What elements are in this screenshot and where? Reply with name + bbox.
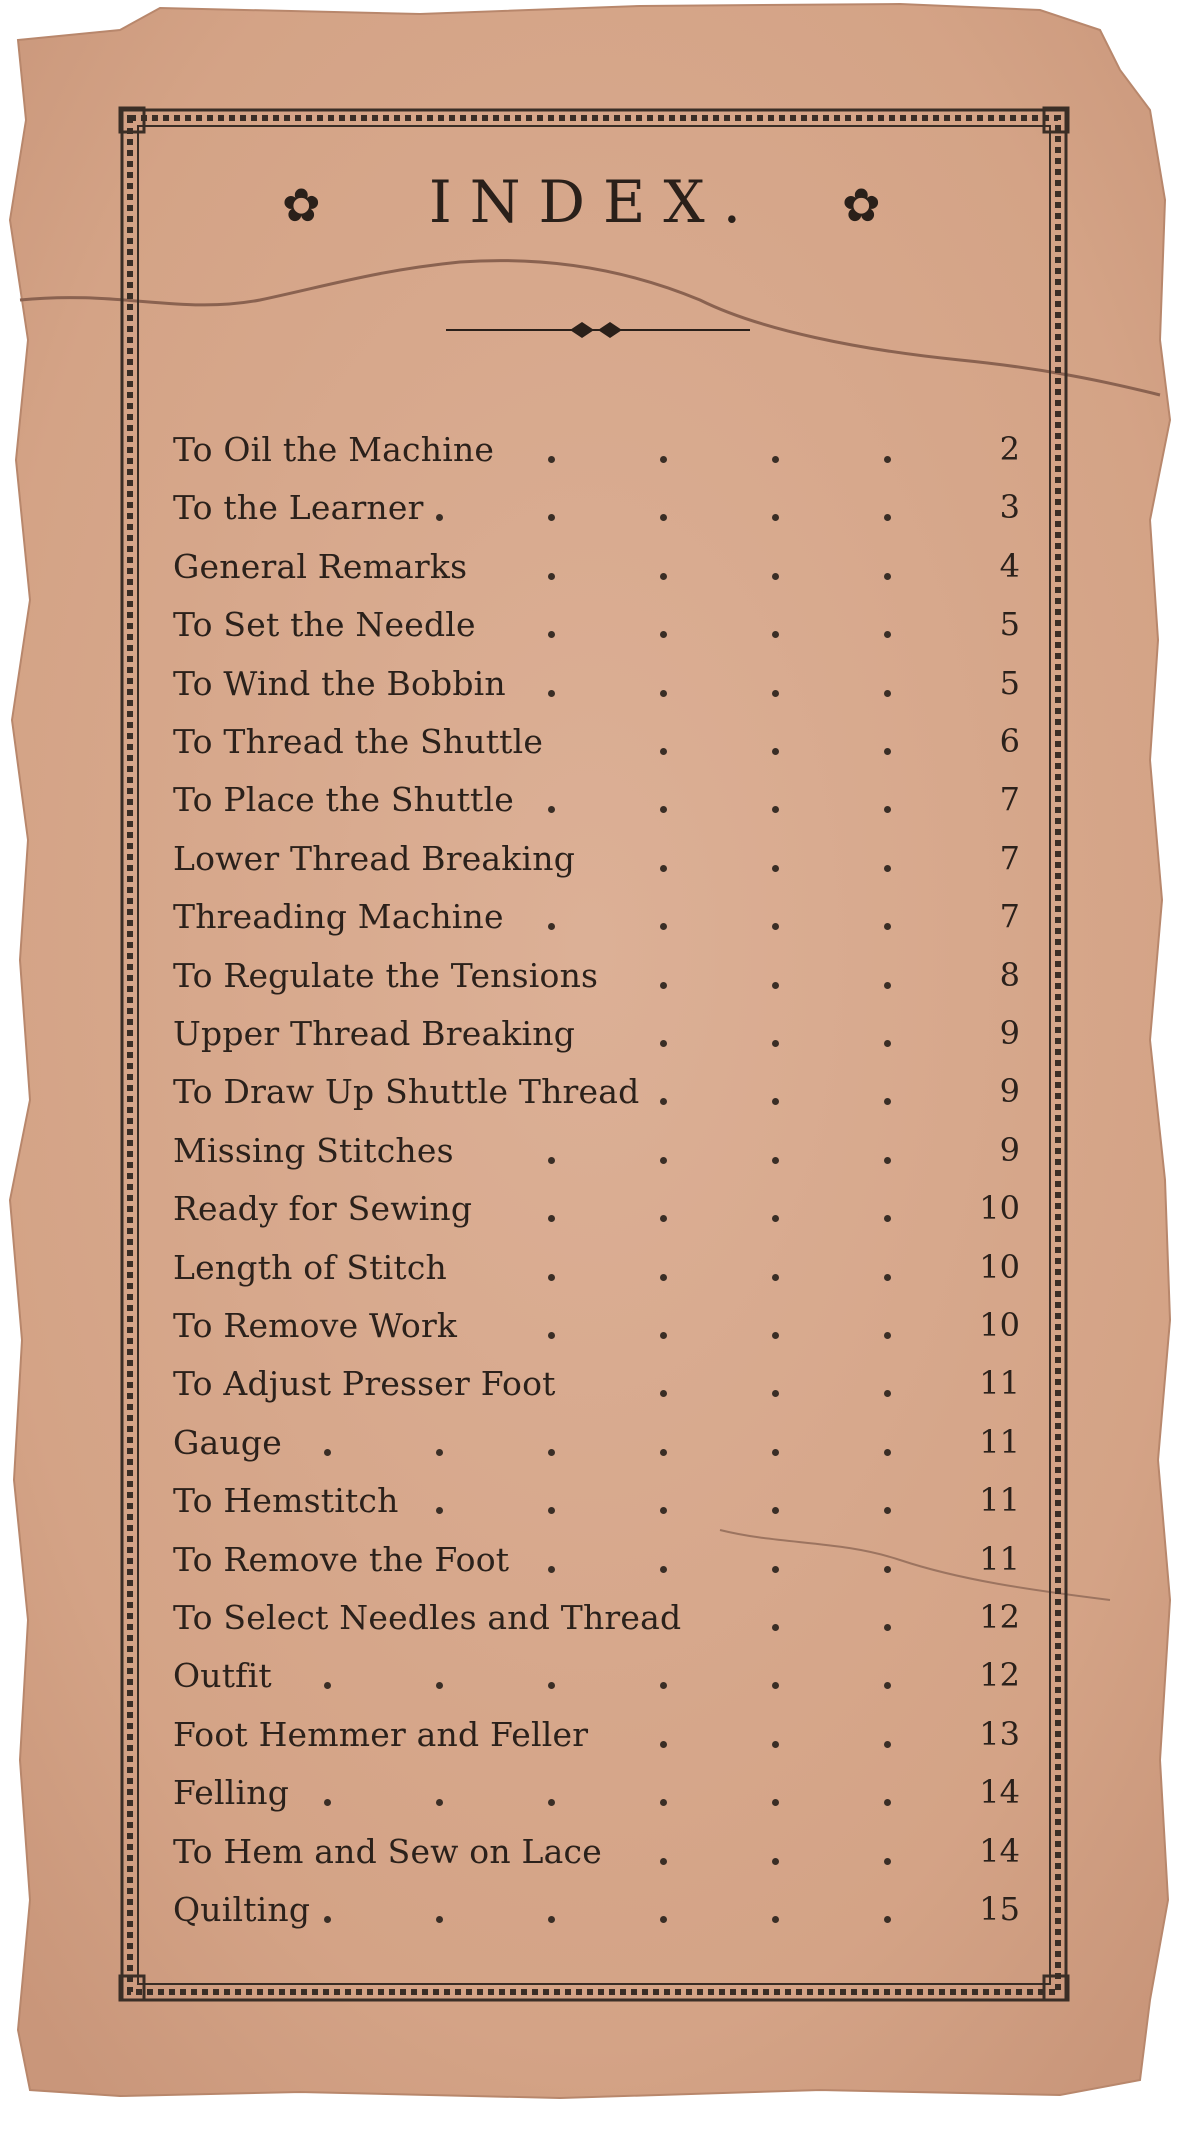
index-entry [0, 547, 1188, 597]
leader-dot [548, 1799, 555, 1806]
leader-dot [436, 1916, 443, 1923]
leader-dot [772, 1566, 779, 1573]
leader-dot [884, 1449, 891, 1456]
leader-dot [884, 456, 891, 463]
leader-dot [660, 1098, 667, 1105]
leader-dot [884, 982, 891, 989]
index-entry [0, 1423, 1188, 1473]
leader-dot [660, 748, 667, 755]
leader-dot [884, 1741, 891, 1748]
entry-page-number: 10 [979, 1306, 1020, 1344]
leader-dot [660, 1332, 667, 1339]
leader-dot [772, 1332, 779, 1339]
entry-label: To Wind the Bobbin [173, 663, 506, 703]
leader-dot [548, 456, 555, 463]
leader-dot [772, 631, 779, 638]
index-entry [0, 488, 1188, 538]
leader-dot [884, 1332, 891, 1339]
entry-page-number: 11 [979, 1481, 1020, 1520]
leader-dot [324, 1916, 331, 1923]
leader-dot [660, 1741, 667, 1748]
leader-dot [660, 806, 667, 813]
entry-page-number: 6 [999, 722, 1020, 760]
leader-dot [884, 1157, 891, 1164]
leader-dot [548, 923, 555, 930]
leader-dot [660, 456, 667, 463]
leader-dot [884, 573, 891, 580]
entry-label: To Hemstitch [173, 1481, 399, 1521]
entry-page-number: 12 [979, 1598, 1020, 1636]
index-entry [0, 1773, 1188, 1823]
entry-page-number: 10 [979, 1189, 1020, 1228]
index-entry [0, 1306, 1188, 1356]
leader-dot [772, 1274, 779, 1281]
leader-dot [884, 748, 891, 755]
leader-dot [660, 1390, 667, 1397]
leader-dot [436, 1449, 443, 1456]
entry-page-number: 5 [999, 605, 1020, 644]
entry-page-number: 14 [979, 1831, 1020, 1870]
index-entry [0, 1656, 1188, 1706]
leader-dot [548, 1274, 555, 1281]
index-entry [0, 897, 1188, 947]
leader-dot [772, 1507, 779, 1514]
entry-page-number: 8 [999, 955, 1020, 994]
leader-dot [772, 1215, 779, 1222]
leader-dot [884, 806, 891, 813]
entry-label: Upper Thread Breaking [173, 1014, 576, 1053]
leader-dot [772, 456, 779, 463]
leader-dot [884, 631, 891, 638]
leader-dot [884, 1274, 891, 1281]
leader-dot [884, 514, 891, 521]
leader-dot [772, 514, 779, 521]
leader-dot [884, 1390, 891, 1397]
entry-label: Missing Stitches [173, 1130, 454, 1170]
leader-dot [772, 1098, 779, 1105]
entry-page-number: 9 [999, 1014, 1020, 1052]
index-title: INDEX. [428, 168, 760, 236]
index-entry [0, 839, 1188, 889]
leader-dot [772, 865, 779, 872]
leader-dot [660, 1274, 667, 1281]
leader-dot [548, 806, 555, 813]
entry-page-number: 11 [979, 1539, 1020, 1578]
index-entry [0, 605, 1188, 655]
index-entry [0, 722, 1188, 772]
entry-page-number: 3 [999, 488, 1020, 527]
entry-label: To Place the Shuttle [173, 780, 514, 820]
leader-dot [548, 573, 555, 580]
entry-label: Ready for Sewing [173, 1189, 473, 1229]
leader-dot [884, 923, 891, 930]
page-title [0, 168, 1188, 236]
leader-dot [548, 690, 555, 697]
leader-dot [884, 1098, 891, 1105]
leader-dot [660, 1682, 667, 1689]
leader-dot [436, 1799, 443, 1806]
leader-dot [660, 1858, 667, 1865]
leader-dot [660, 1799, 667, 1806]
entry-label: To Draw Up Shuttle Thread [173, 1072, 640, 1112]
entry-label: Lower Thread Breaking [173, 838, 576, 878]
leader-dot [772, 923, 779, 930]
leader-dot [772, 1157, 779, 1164]
leader-dot [772, 1682, 779, 1689]
index-entry [0, 1598, 1188, 1648]
leader-dot [772, 573, 779, 580]
index-entry [0, 664, 1188, 714]
index-entry [0, 1131, 1188, 1181]
leader-dot [660, 1157, 667, 1164]
leader-dot [660, 923, 667, 930]
leader-dot [660, 573, 667, 580]
leader-dot [772, 1741, 779, 1748]
entry-page-number: 2 [999, 430, 1020, 468]
leader-dot [548, 1682, 555, 1689]
leader-dot [548, 1449, 555, 1456]
entry-label: To Regulate the Tensions [173, 955, 599, 995]
leader-dot [884, 1858, 891, 1865]
entry-page-number: 11 [979, 1422, 1020, 1461]
leader-dot [548, 514, 555, 521]
leader-dot [884, 1566, 891, 1573]
entry-page-number: 7 [999, 897, 1020, 936]
leader-dot [660, 1040, 667, 1047]
leader-dot [324, 1799, 331, 1806]
entry-label: Foot Hemmer and Feller [173, 1714, 589, 1754]
leader-dot [884, 1682, 891, 1689]
entry-label: To Select Needles and Thread [173, 1598, 682, 1637]
index-entry [0, 956, 1188, 1006]
leader-dot [772, 1858, 779, 1865]
index-entry [0, 1832, 1188, 1882]
index-entry [0, 780, 1188, 830]
entry-page-number: 11 [979, 1364, 1020, 1403]
entry-page-number: 7 [999, 838, 1020, 877]
index-entry [0, 1189, 1188, 1239]
entry-label: To Set the Needle [173, 605, 476, 645]
title-rule [446, 322, 750, 338]
leader-dot [436, 514, 443, 521]
entry-page-number: 13 [979, 1714, 1020, 1753]
leader-dot [660, 1449, 667, 1456]
index-entry [0, 1014, 1188, 1064]
entry-label: Length of Stitch [173, 1247, 448, 1287]
entry-page-number: 4 [999, 546, 1020, 585]
leader-dot [548, 1332, 555, 1339]
leader-dot [772, 690, 779, 697]
leader-dot [660, 982, 667, 989]
leader-dot [772, 1624, 779, 1631]
leader-dot [772, 1449, 779, 1456]
entry-page-number: 5 [999, 663, 1020, 702]
leader-dot [548, 631, 555, 638]
leader-dot [772, 1799, 779, 1806]
leader-dot [660, 1916, 667, 1923]
leader-dot [548, 1215, 555, 1222]
entry-page-number: 9 [999, 1130, 1020, 1169]
leader-dot [660, 690, 667, 697]
entry-label: To the Learner [173, 488, 424, 528]
leader-dot [660, 1507, 667, 1514]
index-entry [0, 1248, 1188, 1298]
leader-dot [548, 1566, 555, 1573]
leader-dot [660, 1566, 667, 1573]
leader-dot [884, 1799, 891, 1806]
leader-dot [548, 1157, 555, 1164]
entry-label: To Thread the Shuttle [173, 722, 544, 761]
entry-label: Threading Machine [173, 897, 504, 937]
swirl-ornament-right-icon: ✿ [842, 178, 881, 232]
entry-page-number: 7 [999, 780, 1020, 819]
entry-page-number: 12 [979, 1656, 1020, 1695]
leader-dot [660, 865, 667, 872]
leader-dot [884, 865, 891, 872]
index-entry [0, 430, 1188, 480]
entry-label: To Remove Work [173, 1306, 458, 1345]
leader-dot [660, 1215, 667, 1222]
entry-label: Gauge [173, 1422, 282, 1462]
index-entry [0, 1890, 1188, 1940]
entry-page-number: 9 [999, 1072, 1020, 1111]
swirl-ornament-left-icon: ✿ [282, 178, 321, 232]
entry-label: To Hem and Sew on Lace [173, 1831, 602, 1871]
index-entry [0, 1364, 1188, 1414]
entry-label: General Remarks [173, 546, 468, 586]
leader-dot [772, 748, 779, 755]
leader-dot [884, 1040, 891, 1047]
index-entry [0, 1072, 1188, 1122]
leader-dot [660, 514, 667, 521]
leader-dot [884, 1916, 891, 1923]
entry-label: To Oil the Machine [173, 430, 495, 469]
leader-dot [884, 1215, 891, 1222]
leader-dot [772, 1390, 779, 1397]
entry-label: Quilting [173, 1890, 311, 1929]
entry-page-number: 15 [979, 1890, 1020, 1928]
leader-dot [436, 1682, 443, 1689]
leader-dot [660, 631, 667, 638]
leader-dot [324, 1682, 331, 1689]
leader-dot [772, 982, 779, 989]
entry-label: To Remove the Foot [173, 1539, 510, 1579]
entry-page-number: 14 [979, 1773, 1020, 1812]
leader-dot [884, 1624, 891, 1631]
leader-dot [436, 1507, 443, 1514]
leader-dot [772, 806, 779, 813]
leader-dot [884, 1507, 891, 1514]
entry-label: Felling [173, 1773, 290, 1813]
entry-page-number: 10 [979, 1247, 1020, 1286]
leader-dot [884, 690, 891, 697]
leader-dot [324, 1449, 331, 1456]
index-entry [0, 1540, 1188, 1590]
leader-dot [772, 1916, 779, 1923]
index-entry [0, 1715, 1188, 1765]
leader-dot [772, 1040, 779, 1047]
leader-dot [548, 1916, 555, 1923]
index-entry [0, 1481, 1188, 1531]
entry-label: To Adjust Presser Foot [173, 1364, 556, 1404]
entry-label: Outfit [173, 1656, 272, 1696]
leader-dot [548, 1507, 555, 1514]
